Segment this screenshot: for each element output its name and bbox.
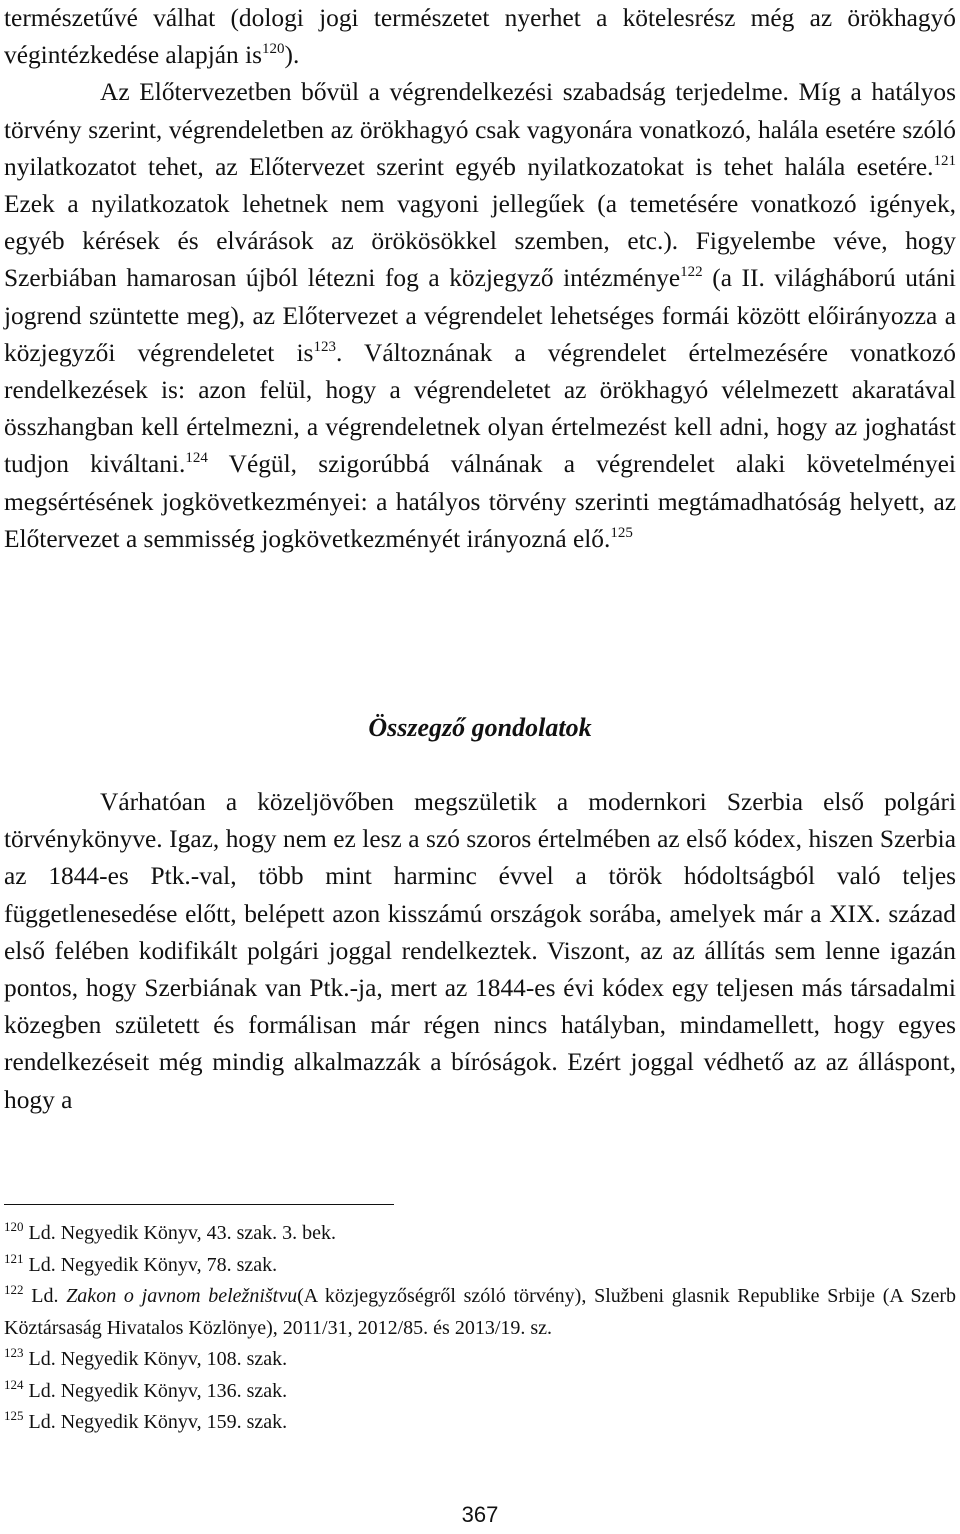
- text-run: Ezek a nyilatkozatok lehetnek nem vagyoni jellegűek (a temetésére vonatkozó igények, egyéb kérések és elvárások az örökösökkel szemben, etc.). Figyelembe véve, hogy Szerbiában hamarosan újból létezni fog a közjegyző intézménye: [4, 190, 956, 293]
- footnote-121: [4, 1250, 956, 1282]
- footnotes: [4, 1218, 956, 1439]
- body-section-1: [4, 0, 956, 558]
- footnote-number: 121: [4, 1250, 24, 1266]
- footnote-text: Ld. Negyedik Könyv, 78. szak.: [28, 1253, 278, 1276]
- footnote-text: Ld.: [31, 1285, 67, 1307]
- footnote-ref-122[interactable]: 122: [680, 264, 703, 281]
- paragraph-continued: [4, 0, 956, 74]
- footnote-ref-125[interactable]: 125: [610, 524, 633, 541]
- text-run: (a II. világháború utáni jogrend szüntette meg), az Előtervezet a végrendelet lehetséges formái között előirányozza a közjegyzői végrendeletet is: [4, 264, 956, 367]
- footnote-text: (A közjegyzőségről szóló törvény), Službeni glasnik Republike Srbije (A Szerb Köztársaság Hivatalos Közlönye), 2011/31, 2012/85. és 2013/19. sz.: [4, 1285, 957, 1339]
- text-run: . Változnának a végrendelet értelmezésére vonatkozó rendelkezések is: azon felül, hogy a végrendeletet az örökhagyó vélelmezett akaratával összhangban kell értelmezni, a végrendeletnek olyan értelmezést kell adni, hogy az joghatást tudjon kiváltani.: [4, 338, 956, 479]
- footnote-ref-124[interactable]: 124: [185, 450, 208, 467]
- document-page: [4, 0, 957, 1433]
- text-run: ).: [284, 41, 300, 70]
- footnote-122: [4, 1281, 956, 1344]
- footnote-number: 123: [4, 1345, 24, 1360]
- footnote-ref-120[interactable]: 120: [262, 41, 285, 58]
- paragraph-testament: [4, 74, 956, 558]
- text-run: Az Előtervezetben bővül a végrendelkezési szabadság terjedelme. Míg a hatályos törvény szerint, végrendeletben az örökhagyó csak vagyonára vonatkozó, halála esetére szóló nyilatkozatot tehet, az Előtervezet szerint egyéb nyilatkozatokat is tehet halála esetére.: [4, 78, 956, 181]
- footnote-number: 125: [4, 1408, 24, 1423]
- text-run: Végül, szigorúbbá válnának a végrendelet alaki követelményei megsértésének jogkövetkezményei: a hatályos törvény szerinti megtámadhatóság helyett, az Előtervezet a semmisség jogkövetkezményét irányozná elő.: [4, 450, 956, 553]
- paragraph-summary: Várhatóan a közeljövőben megszületik a modernkori Szerbia első polgári törvénykönyve. Igaz, hogy nem ez lesz a szó szoros értelmében az első kódex, hiszen Szerbia az 1844-es Ptk.-val, több mint harminc évvel a török hódoltságból való teljes függetlenesedése előtt, belépett azon kisszámú országok sorába, amelyek már a XIX. század első felében kodifikált polgári joggal rendelkeztek. Viszont, az az állítás sem lenne igazán pontos, hogy Szerbiának van Ptk.-ja, mert az 1844-es évi kódex egy teljesen más társadalmi közegben született és formálisan már régen nincs hatályban, mindamellett, hogy egyes rendelkezéseit még mindig alkalmazzák a bíróságok. Ezért joggal védhető az az álláspont, hogy a: [4, 788, 956, 1114]
- footnote-number: 120: [4, 1219, 24, 1234]
- page-number: 367: [461, 1502, 499, 1527]
- body-section-2: [4, 784, 956, 1119]
- text-run: természetűvé válhat (dologi jogi természetet nyerhet a kötelesrész még az örökhagyó végintézkedése alapján is: [4, 4, 956, 70]
- footnote-law-title: Zakon o javnom beležništvu: [66, 1285, 298, 1307]
- footnote-120: [4, 1218, 956, 1250]
- footnote-number: 124: [4, 1376, 24, 1392]
- footnote-text: Ld. Negyedik Könyv, 108. szak.: [28, 1348, 288, 1370]
- footnote-text: Ld. Negyedik Könyv, 136. szak.: [28, 1379, 288, 1402]
- footnote-text: Ld. Negyedik Könyv, 43. szak. 3. bek.: [28, 1222, 337, 1244]
- footnote-text: Ld. Negyedik Könyv, 159. szak.: [28, 1411, 288, 1433]
- footnote-124: [4, 1376, 956, 1408]
- footnote-125: [4, 1407, 956, 1439]
- section-heading: Összegző gondolatok: [368, 713, 592, 742]
- footnote-ref-123[interactable]: 123: [313, 338, 336, 355]
- footnote-number: 122: [4, 1282, 24, 1297]
- footnote-ref-121[interactable]: 121: [933, 152, 956, 169]
- footnote-123: [4, 1344, 956, 1376]
- footnote-separator: [4, 1204, 394, 1205]
